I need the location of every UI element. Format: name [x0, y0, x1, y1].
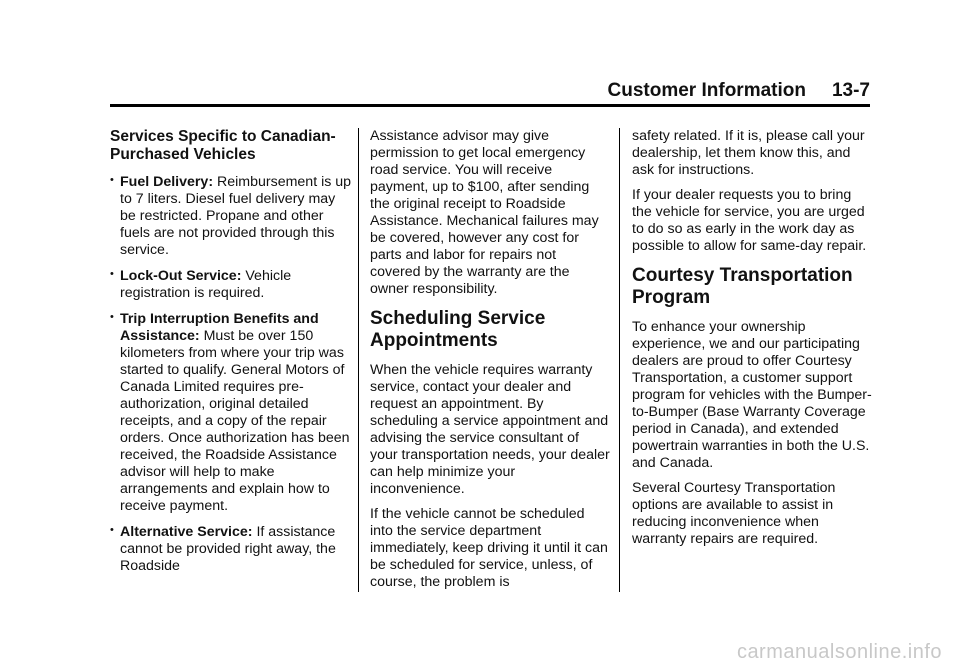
paragraph: If your dealer requests you to bring the vehicle for service, you are urged to do so as early in the work day as possible to allow for same-day repair. [632, 187, 867, 254]
column-3 [632, 128, 872, 556]
continuation-paragraph: Assistance advisor may give permission to get local emergency road service. You will receive payment, up to $100, after sending the original receipt to Roadside Assistance. Mechanical failures may be covered, however any cost for parts and labor for repairs not covered by the warranty are the owner responsibility. [370, 128, 599, 297]
paragraph: Several Courtesy Transportation options are available to assist in reducing inconvenience when warranty repairs are required. [632, 480, 836, 547]
paragraph: To enhance your ownership experience, we and our participating dealers are proud to offer Courtesy Transportation, a customer support program for vehicles with the Bumper-to-Bumper (Base Warranty Coverage period in Canada), and extended powertrain warranties in both the U.S. and Canada. [632, 319, 872, 471]
paragraph: If the vehicle cannot be scheduled into the service department immediately, keep driving it until it can be scheduled for service, unless, of course, the problem is [370, 506, 608, 590]
term-label: Lock-Out Service: [120, 268, 242, 284]
bullet-icon: • [110, 174, 114, 186]
services-list [110, 174, 354, 575]
term-text: If assistance cannot be provided right away, the Roadside [120, 524, 336, 574]
term-label: Alternative Service: [120, 524, 253, 540]
paragraph: When the vehicle requires warranty service, contact your dealer and request an appointment. By scheduling a service appointment and advising the service consultant of your transportation needs, your dealer can help minimize your inconvenience. [370, 362, 610, 497]
bullet-icon: • [110, 268, 114, 280]
term-text: Must be over 150 kilometers from where your trip was started to qualify. General Motors of Canada Limited requires pre-authorization, original detailed receipts, and a copy of the repair orders. Once authorization has been received, the Roadside Assistance advisor will help to make arrangements and explain how to receive payment. [120, 328, 350, 514]
term-label: Fuel Delivery: [120, 174, 214, 190]
column-1 [110, 128, 354, 584]
paragraph: safety related. If it is, please call your dealership, let them know this, and ask for instructions. [632, 128, 865, 178]
column-2 [370, 128, 610, 599]
section-heading-canadian-services: Services Specific to Canadian-Purchased Vehicles [110, 128, 336, 163]
page-header [110, 80, 870, 102]
section-heading-scheduling: Scheduling Service Appointments [370, 308, 546, 351]
term-text: Reimbursement is up to 7 liters. Diesel fuel delivery may be restricted. Propane and other fuels are not provided through this service. [120, 174, 352, 258]
header-rule [110, 104, 870, 107]
list-item-fuel-delivery [110, 174, 354, 259]
bullet-icon: • [110, 311, 114, 323]
term-text: Vehicle registration is required. [120, 268, 292, 301]
list-item-lock-out-service [110, 268, 354, 302]
section-title: Customer Information [607, 80, 806, 101]
column-divider [358, 128, 359, 592]
term-label: Trip Interruption Benefits and Assistance: [120, 311, 319, 344]
list-item-alternative-service [110, 524, 354, 575]
section-heading-courtesy-transportation: Courtesy Transportation Program [632, 265, 853, 308]
page-number: 13-7 [831, 80, 870, 101]
watermark: carmanualsonline.info [736, 641, 942, 663]
column-divider [619, 128, 620, 592]
list-item-trip-interruption [110, 311, 354, 515]
bullet-icon: • [110, 524, 114, 536]
